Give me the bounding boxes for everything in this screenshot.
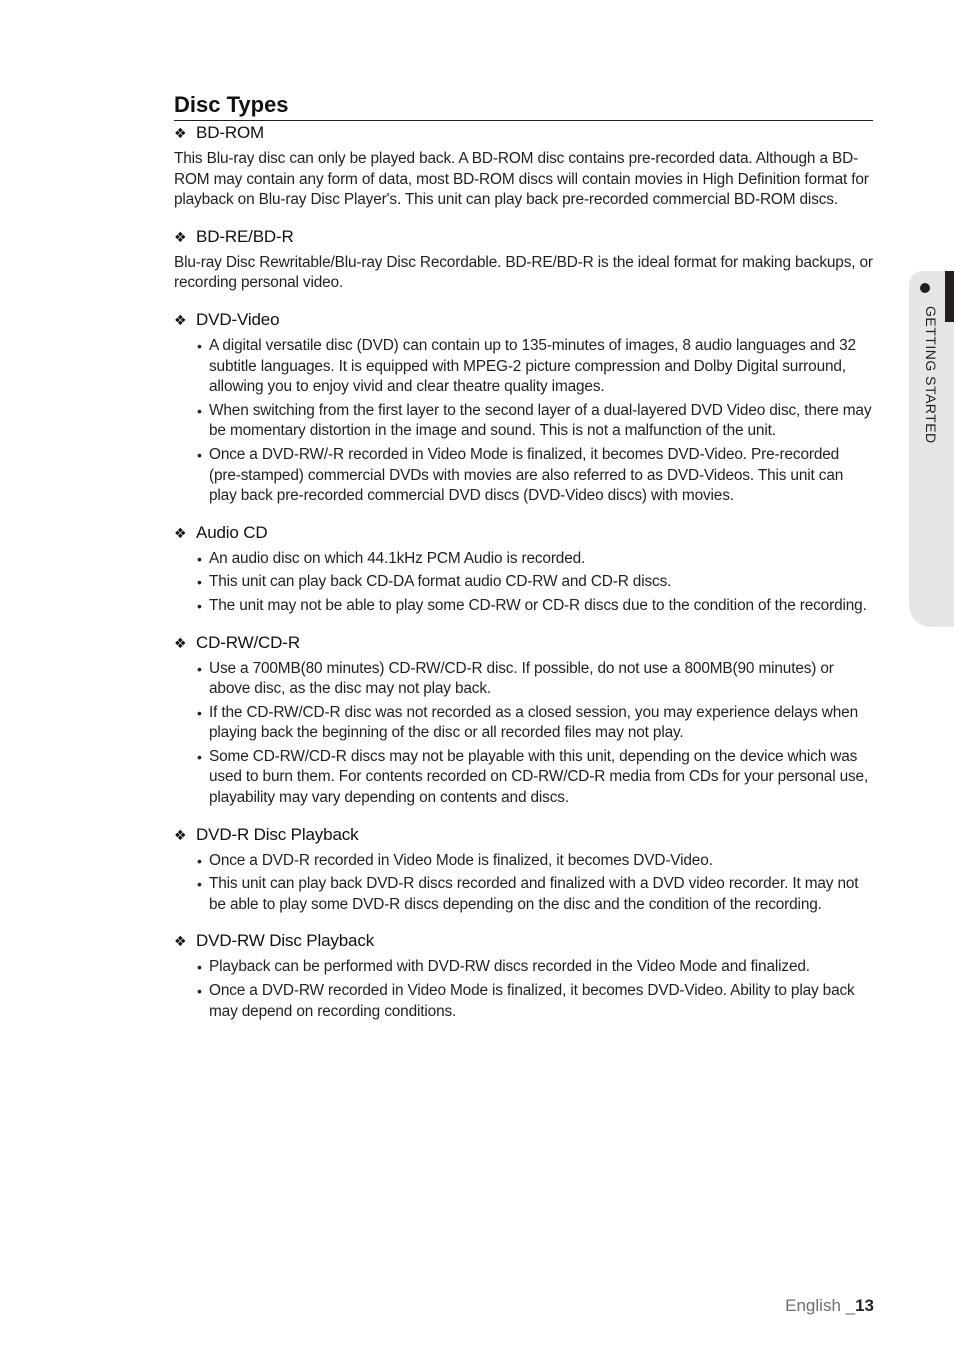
section-heading	[174, 308, 874, 332]
bullet-dot-icon: •	[197, 337, 202, 354]
section-body: Blu-ray Disc Rewritable/Blu-ray Disc Recordable. BD-RE/BD-R is the ideal format for making backups, or recording personal video.	[174, 253, 873, 292]
diamond-bullet-icon: ❖	[174, 826, 187, 843]
list-item	[174, 401, 874, 442]
section-dvd-video	[174, 308, 874, 507]
diamond-bullet-icon: ❖	[174, 524, 187, 541]
chapter-marker	[945, 271, 954, 322]
diamond-bullet-icon: ❖	[174, 228, 187, 245]
section-dvd-r	[174, 823, 874, 916]
chapter-label: GETTING STARTED	[923, 306, 939, 444]
diamond-bullet-icon: ❖	[174, 311, 187, 328]
list-item-text: This unit can play back DVD-R discs recorded and finalized with a DVD video recorder. It may not be able to play some DVD-R discs depending on the disc and the condition of the recording.	[209, 875, 859, 913]
footer-language: English _	[785, 1296, 856, 1315]
list-item-text: A digital versatile disc (DVD) can contain up to 135-minutes of images, 8 audio languages and 32 subtitle languages. It is equipped with MPEG-2 picture compression and Dolby Digital surround, allowing you to enjoy vivid and clear theatre quality images.	[209, 336, 856, 396]
list-item	[174, 659, 874, 700]
list-item	[174, 572, 874, 593]
section-bd-rom	[174, 121, 874, 211]
section-heading-label: DVD-RW Disc Playback	[196, 931, 375, 951]
list-item-text: Some CD-RW/CD-R discs may not be playable with this unit, depending on the device which was used to burn them. For contents recorded on CD-RW/CD-R media from CDs for your personal use, playability may vary depending on contents and discs.	[209, 747, 869, 807]
list-item	[174, 445, 874, 507]
list-item-text: An audio disc on which 44.1kHz PCM Audio is recorded.	[209, 549, 586, 567]
list-item-text: When switching from the first layer to the second layer of a dual-layered DVD Video disc, there may be momentary distortion in the image and sound. This is not a malfunction of the unit.	[209, 401, 872, 440]
bullet-list	[174, 957, 874, 1022]
list-item-text: If the CD-RW/CD-R disc was not recorded as a closed session, you may experience delays when playing back the beginning of the disc or all recorded files may not play.	[209, 703, 859, 742]
bullet-dot-icon: •	[197, 446, 202, 463]
list-item	[174, 336, 874, 398]
section-heading-label: CD-RW/CD-R	[196, 632, 300, 652]
list-item	[174, 957, 874, 978]
list-item-text: Once a DVD-R recorded in Video Mode is finalized, it becomes DVD-Video.	[209, 851, 713, 869]
page-number: 13	[855, 1296, 874, 1315]
list-item	[174, 981, 874, 1022]
bullet-dot-icon: •	[197, 402, 202, 419]
diamond-bullet-icon: ❖	[174, 634, 187, 651]
bullet-dot-icon: •	[197, 959, 202, 976]
list-item	[174, 549, 874, 570]
list-item	[174, 851, 874, 872]
list-item-text: Once a DVD-RW/-R recorded in Video Mode is finalized, it becomes DVD-Video. Pre-recorded (pre-stamped) commercial DVDs with movies are also referred to as DVD-Videos. This unit can play back pre-recorded commercial DVD discs (DVD-Video discs) with movies.	[209, 445, 844, 505]
section-bd-re	[174, 225, 874, 294]
section-heading-label: DVD-Video	[196, 309, 280, 329]
bullet-dot-icon: •	[197, 983, 202, 1000]
section-body: This Blu-ray disc can only be played back. A BD-ROM disc contains pre-recorded data. Although a BD-ROM may contain any form of data, most BD-ROM discs will contain movies in High Definition format for playback on Blu-ray Disc Player's. This unit can play back pre-recorded commercial BD-ROM discs.	[174, 150, 869, 209]
list-item-text: This unit can play back CD-DA format audio CD-RW and CD-R discs.	[209, 573, 672, 591]
section-heading	[174, 823, 874, 847]
list-item	[174, 596, 874, 617]
section-heading-label: BD-ROM	[196, 123, 265, 142]
bullet-list	[174, 851, 874, 916]
list-item	[174, 703, 874, 744]
bullet-dot-icon: •	[197, 574, 202, 591]
section-audio-cd	[174, 521, 874, 617]
list-item	[174, 874, 874, 915]
list-item-text: Once a DVD-RW recorded in Video Mode is finalized, it becomes DVD-Video. Ability to play back may depend on recording conditions.	[209, 982, 855, 1020]
bullet-dot-icon: •	[197, 704, 202, 721]
list-item	[174, 747, 874, 809]
chapter-dot-icon	[920, 283, 930, 293]
bullet-dot-icon: •	[197, 550, 202, 567]
list-item-text: The unit may not be able to play some CD-RW or CD-R discs due to the condition of the recording.	[209, 596, 867, 614]
list-item-text: Use a 700MB(80 minutes) CD-RW/CD-R disc. If possible, do not use a 800MB(90 minutes) or above disc, as the disc may not play back.	[209, 659, 834, 698]
bullet-dot-icon: •	[197, 660, 202, 677]
section-heading-label: DVD-R Disc Playback	[196, 824, 359, 844]
page-title: Disc Types	[174, 91, 873, 121]
section-heading-label: BD-RE/BD-R	[196, 226, 294, 246]
diamond-bullet-icon: ❖	[174, 933, 187, 950]
section-heading	[174, 929, 874, 953]
bullet-list	[174, 549, 874, 617]
section-heading	[174, 521, 874, 545]
bullet-dot-icon: •	[197, 876, 202, 893]
bullet-dot-icon: •	[197, 597, 202, 614]
list-item-text: Playback can be performed with DVD-RW discs recorded in the Video Mode and finalized.	[209, 958, 810, 976]
diamond-bullet-icon: ❖	[174, 125, 187, 141]
section-cd-rw	[174, 631, 874, 809]
section-heading	[174, 121, 874, 145]
section-heading	[174, 225, 874, 249]
section-heading	[174, 631, 874, 655]
bullet-list	[174, 336, 874, 507]
section-heading-label: Audio CD	[196, 522, 268, 542]
page-footer	[785, 1296, 874, 1316]
bullet-list	[174, 659, 874, 809]
bullet-dot-icon: •	[197, 852, 202, 869]
bullet-dot-icon: •	[197, 748, 202, 765]
section-dvd-rw	[174, 929, 874, 1022]
page-content	[174, 121, 874, 1036]
chapter-side-tab	[909, 271, 954, 627]
